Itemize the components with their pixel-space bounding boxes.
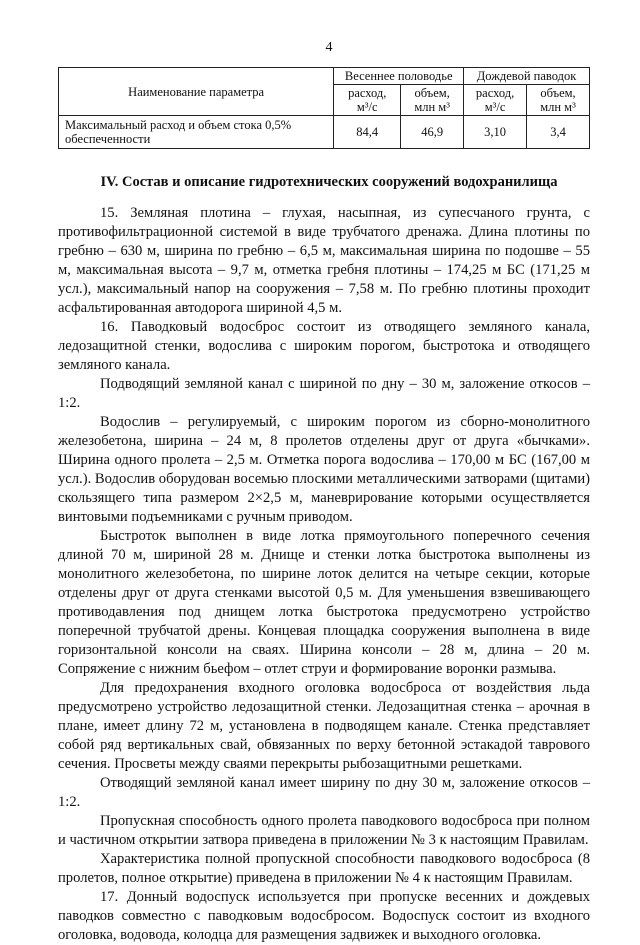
header-spring-flow: расход, м³/с — [334, 85, 401, 116]
page-number: 4 — [325, 40, 333, 55]
paragraph-capacity-appendix-3: Пропускная способность одного пролета паводкового водосброса при полном и частичном открытии затвора приведена в приложении № 3 к настоящим Правилам. — [58, 813, 590, 848]
paragraph-chute: Быстроток выполнен в виде лотка прямоугольного поперечного сечения длиной 70 м, шириной 28 м. Днище и стенки лотка быстротока выполнены из монолитного железобетона, по ширине лоток делится на четыре секции, которые отделены друг от друга стенками высотой 0,5 м. Для уменьшения взвешивающего противодавления под днищем лотка быстротока предусмотрено устройство поперечной трубчатой дрены. Концевая площадка сооружения выполнена в виде горизонтальной консоли на сваях. Ширина консоли – 28 м, длина – 20 м. Сопряжение с нижним бьефом – отлет струи и формирование воронки размыва. — [58, 528, 590, 677]
row-parameter-name: Максимальный расход и объем стока 0,5% обеспеченности — [59, 116, 334, 149]
header-spring-volume: объем, млн м³ — [401, 85, 464, 116]
header-parameter-name: Наименование параметра — [59, 68, 334, 116]
cell-spring-volume: 46,9 — [401, 116, 464, 149]
section-title: IV. Состав и описание гидротехнических сооружений водохранилища — [100, 174, 558, 190]
paragraph-capacity-appendix-4: Характеристика полной пропускной способности паводкового водосброса (8 пролетов, полное открытие) приведена в приложении № 4 к настоящим Правилам. — [58, 851, 590, 886]
table-row — [59, 116, 590, 149]
paragraph-15-dam: 15. Земляная плотина – глухая, насыпная, из супесчаного грунта, с противофильтрационной системой в виде трубчатого дренажа. Длина плотины по гребню – 630 м, ширина по гребню – 6,5 м, максимальная ширина по подошве – 55 м, максимальная высота – 9,7 м, отметка гребня плотины – 174,25 м БС (171,25 м усл.), максимальный напор на сооружения – 7,58 м. По гребню плотины проходит асфальтированная автодорога шириной 4,5 м. — [58, 205, 590, 316]
paragraph-outlet-canal: Отводящий земляной канал имеет ширину по дну 30 м, заложение откосов – 1:2. — [58, 775, 590, 810]
paragraph-weir: Водослив – регулируемый, с широким порогом из сборно-монолитного железобетона, ширина – 24 м, 8 пролетов отделены друг от друга «бычками». Ширина одного пролета – 2,5 м. Отметка порога водослива – 170,00 м БС (167,00 м усл.). Водослив оборудован восемью плоскими металлическими затворами (щитами) скользящего типа размером 2×2,5 м, маневрирование которыми осуществляется винтовыми подъемниками с ручным приводом. — [58, 414, 590, 525]
table-header-row — [59, 68, 590, 85]
cell-rain-volume: 3,4 — [527, 116, 590, 149]
header-rain-volume: объем, млн м³ — [527, 85, 590, 116]
paragraph-16-spillway: 16. Паводковый водосброс состоит из отводящего земляного канала, ледозащитной стенки, водослива с широким порогом, быстротока и отводящего земляного канала. — [58, 319, 590, 373]
header-spring-flood: Весеннее половодье — [334, 68, 464, 85]
header-rain-flow: расход, м³/с — [464, 85, 527, 116]
paragraph-ice-wall: Для предохранения входного оголовка водосброса от воздействия льда предусмотрено устройство ледозащитной стенки. Ледозащитная стенка – арочная в плане, имеет длину 72 м, установлена в подводящем канале. Стенка представляет собой ряд вертикальных свай, обвязанных по верху бетонной эстакадой таврового сечения. Просветы между сваями перекрыты рыбозащитными решетками. — [58, 680, 590, 772]
cell-rain-flow: 3,10 — [464, 116, 527, 149]
document-body — [58, 204, 590, 945]
paragraph-inlet-canal: Подводящий земляной канал с шириной по дну – 30 м, заложение откосов – 1:2. — [58, 376, 590, 411]
header-rain-flood: Дождевой паводок — [464, 68, 590, 85]
parameters-table — [58, 67, 590, 149]
cell-spring-flow: 84,4 — [334, 116, 401, 149]
paragraph-17-bottom-outlet: 17. Донный водоспуск используется при пропуске весенних и дождевых паводков совместно с паводковым водосбросом. Водоспуск состоит из входного оголовка, водовода, колодца для размещения задвижек и выходного оголовка. — [58, 889, 590, 943]
